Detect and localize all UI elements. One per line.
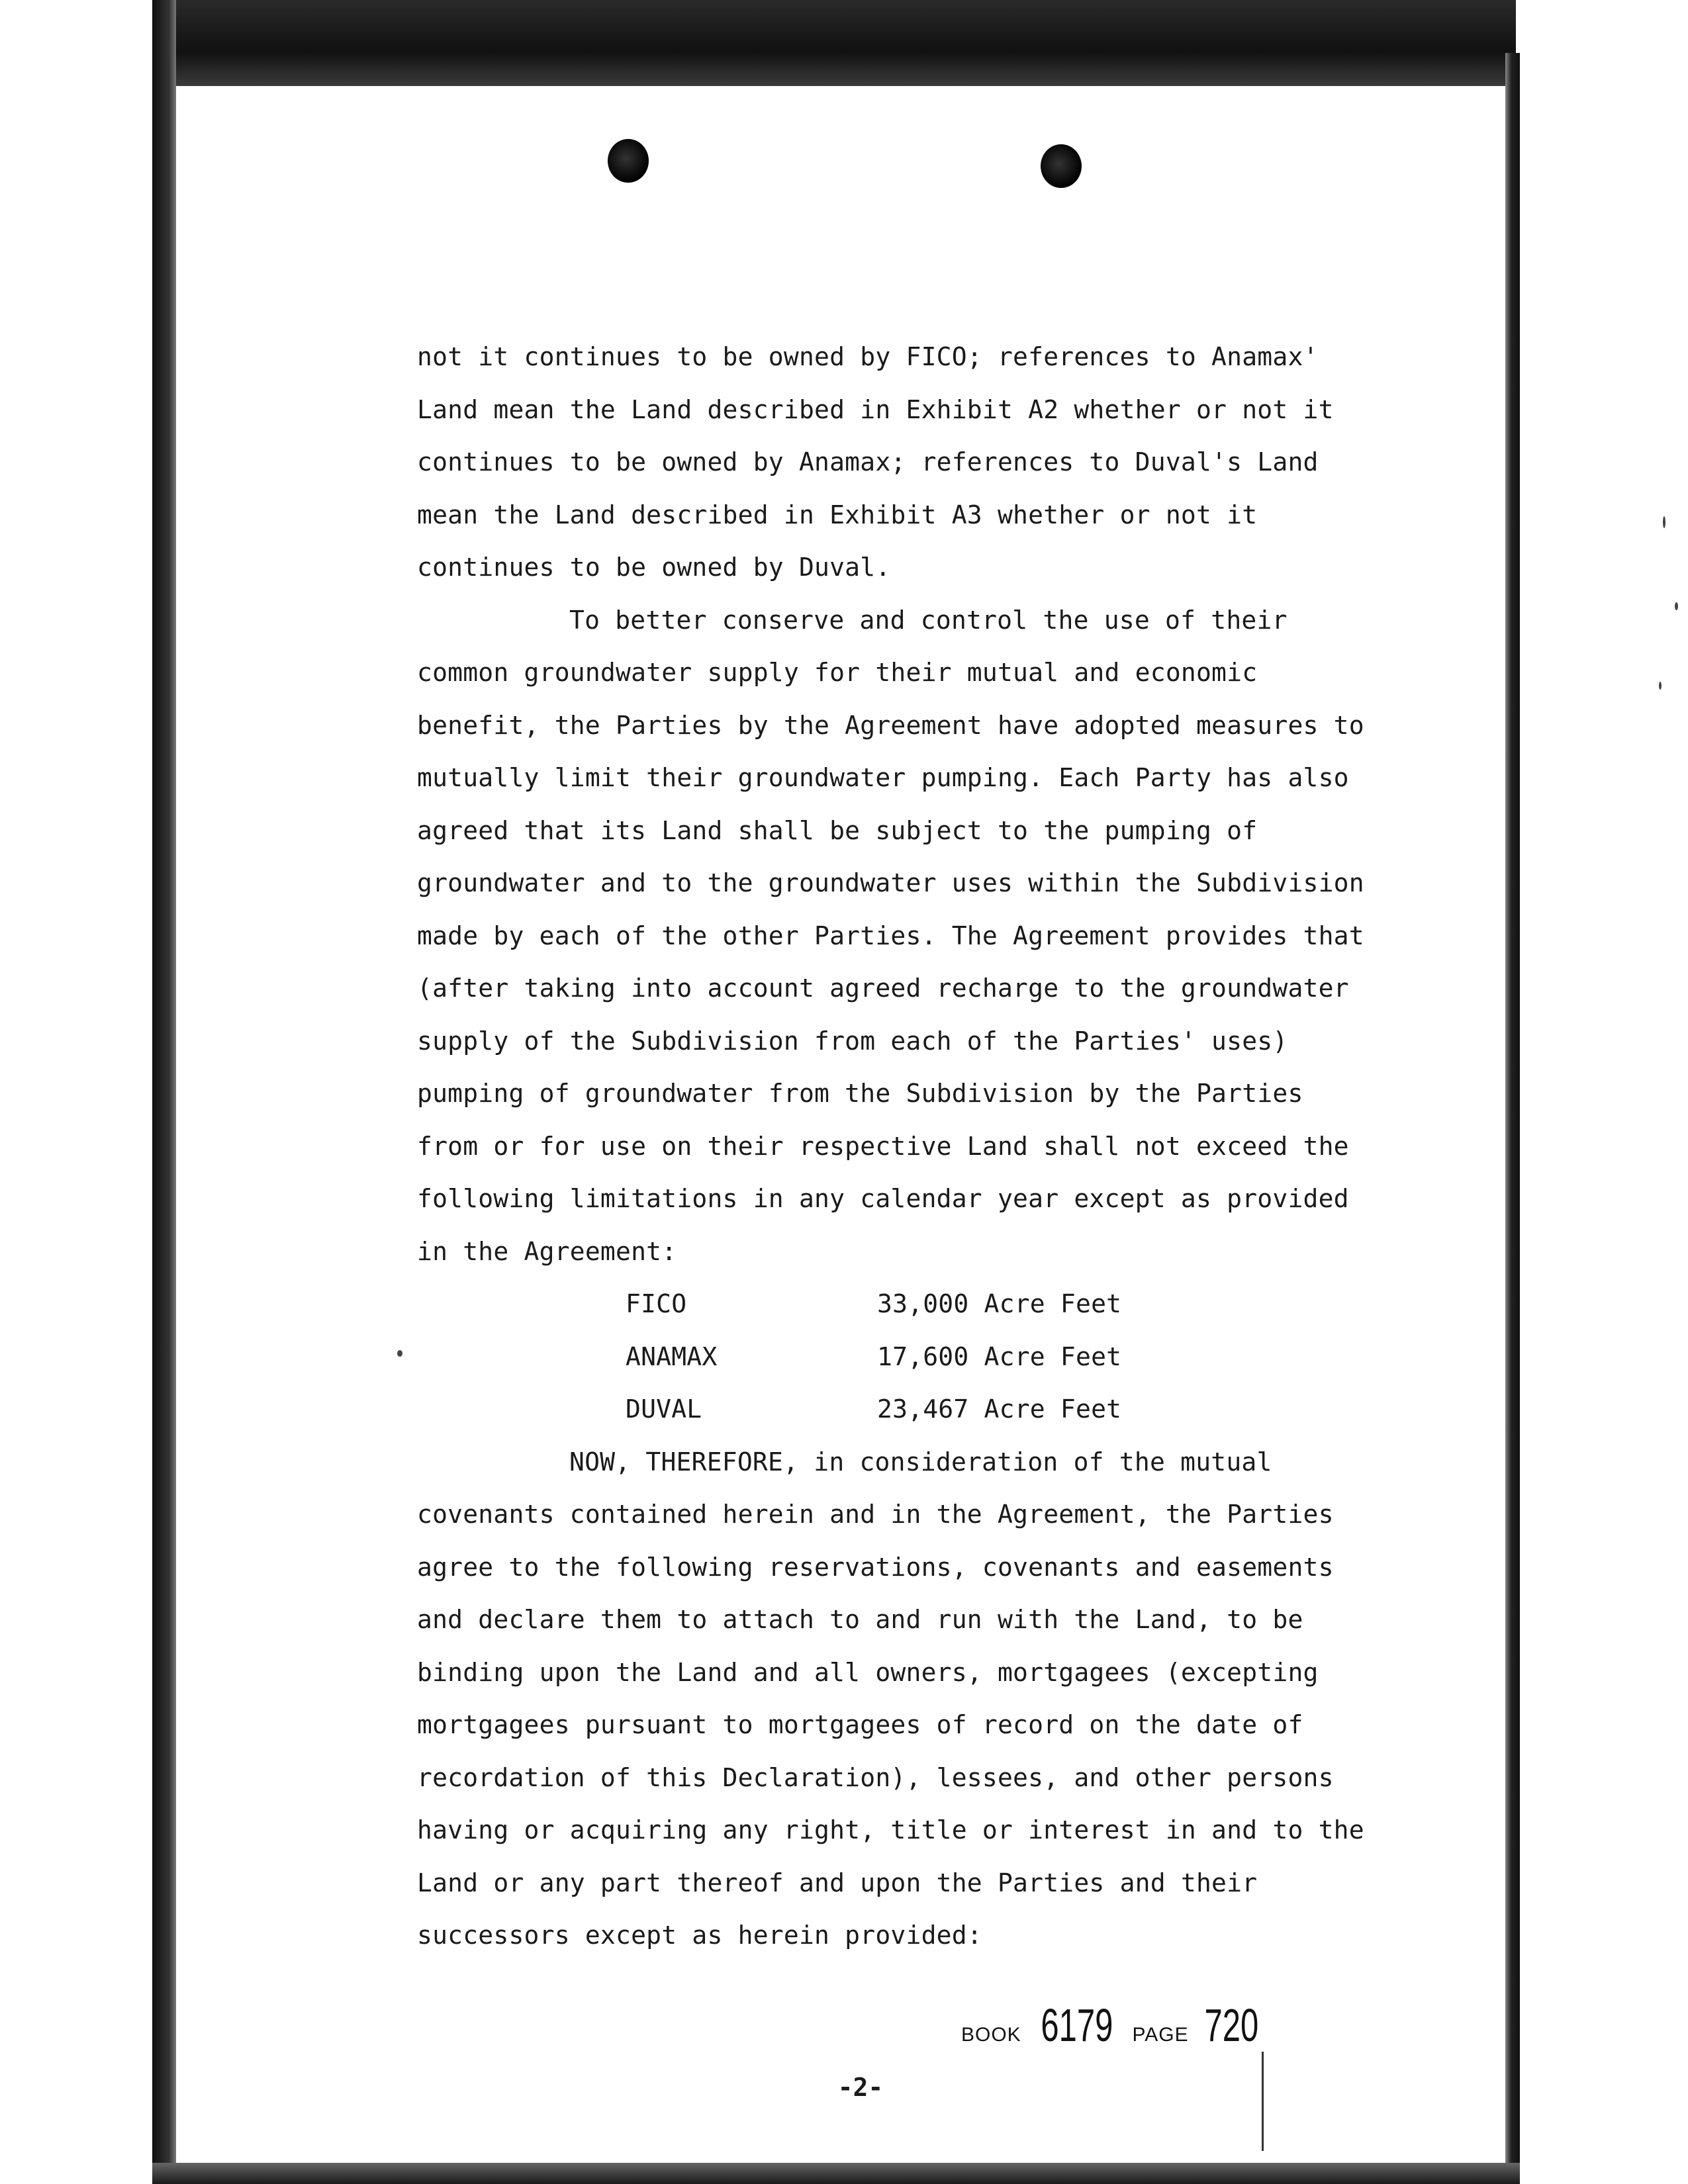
scan-speck bbox=[1659, 682, 1662, 690]
book-number: 6179 bbox=[1041, 1999, 1113, 2051]
scan-speck bbox=[1663, 516, 1665, 528]
limits-table bbox=[417, 1278, 1370, 1436]
limit-amount: 17,600 Acre Feet bbox=[877, 1342, 1122, 1371]
limit-row bbox=[417, 1331, 1370, 1384]
paragraph-now-therefore: NOW, THEREFORE, in consideration of the mutual covenants contained herein and in the Agreement, the Parties agree to the following reservations, covenants and easements and declare them to attach to and run with the Land, to be binding upon the Land and all owners, mortgagees (excepting mortgagees pursuant to mortgagees of record on the date of recordation of this Declaration), lessees, and other persons having or acquiring any right, title or interest in and to the Land or any part thereof and upon the Parties and their successors except as herein provided: bbox=[417, 1447, 1364, 1950]
limit-row bbox=[417, 1383, 1370, 1436]
scan-border-left bbox=[152, 0, 176, 2184]
limit-row bbox=[417, 1278, 1370, 1331]
page-label: PAGE bbox=[1132, 2024, 1189, 2046]
book-page-stamp bbox=[961, 1999, 1258, 2058]
scan-speck bbox=[1675, 602, 1678, 610]
scan-border-bottom bbox=[152, 2163, 1520, 2184]
limit-party: FICO bbox=[626, 1289, 687, 1318]
limit-amount: 23,467 Acre Feet bbox=[877, 1394, 1122, 1424]
limit-amount: 33,000 Acre Feet bbox=[877, 1289, 1122, 1318]
margin-rule bbox=[1262, 2052, 1264, 2151]
scan-speck bbox=[397, 1350, 402, 1357]
page-number: -2- bbox=[837, 2073, 884, 2102]
document-body bbox=[417, 331, 1370, 1962]
punch-hole-right bbox=[1041, 144, 1082, 188]
punch-hole-left bbox=[608, 139, 649, 183]
paragraph-groundwater-limits: To better conserve and control the use of their common groundwater supply for their mutual and economic benefit, the Parties by the Agreement have adopted measures to mutually limit their groundwater pumping. Each Party has also agreed that its Land shall be subject to the pumping of groundwater and to the groundwater uses within the Subdivision made by each of the other Parties. The Agreement provides that (after taking into account agreed recharge to the groundwater supply of the Subdivision from each of the Parties' uses) pumping of groundwater from the Subdivision by the Parties from or for use on their respective Land shall not exceed the following limitations in any calendar year except as provided in the Agreement: bbox=[417, 605, 1364, 1266]
scan-border-top bbox=[152, 0, 1516, 86]
limit-party: ANAMAX bbox=[626, 1342, 718, 1371]
scan-border-right bbox=[1505, 53, 1520, 2184]
limit-party: DUVAL bbox=[626, 1394, 702, 1424]
stamp-page-number: 720 bbox=[1204, 1999, 1258, 2051]
book-label: BOOK bbox=[961, 2024, 1021, 2046]
paragraph-definitions: not it continues to be owned by FICO; references to Anamax' Land mean the Land described in Exhibit A2 whether or not it continues to be owned by Anamax; references to Duval's Land mean the Land described in Exhibit A3 whether or not it continues to be owned by Duval. bbox=[417, 342, 1334, 582]
